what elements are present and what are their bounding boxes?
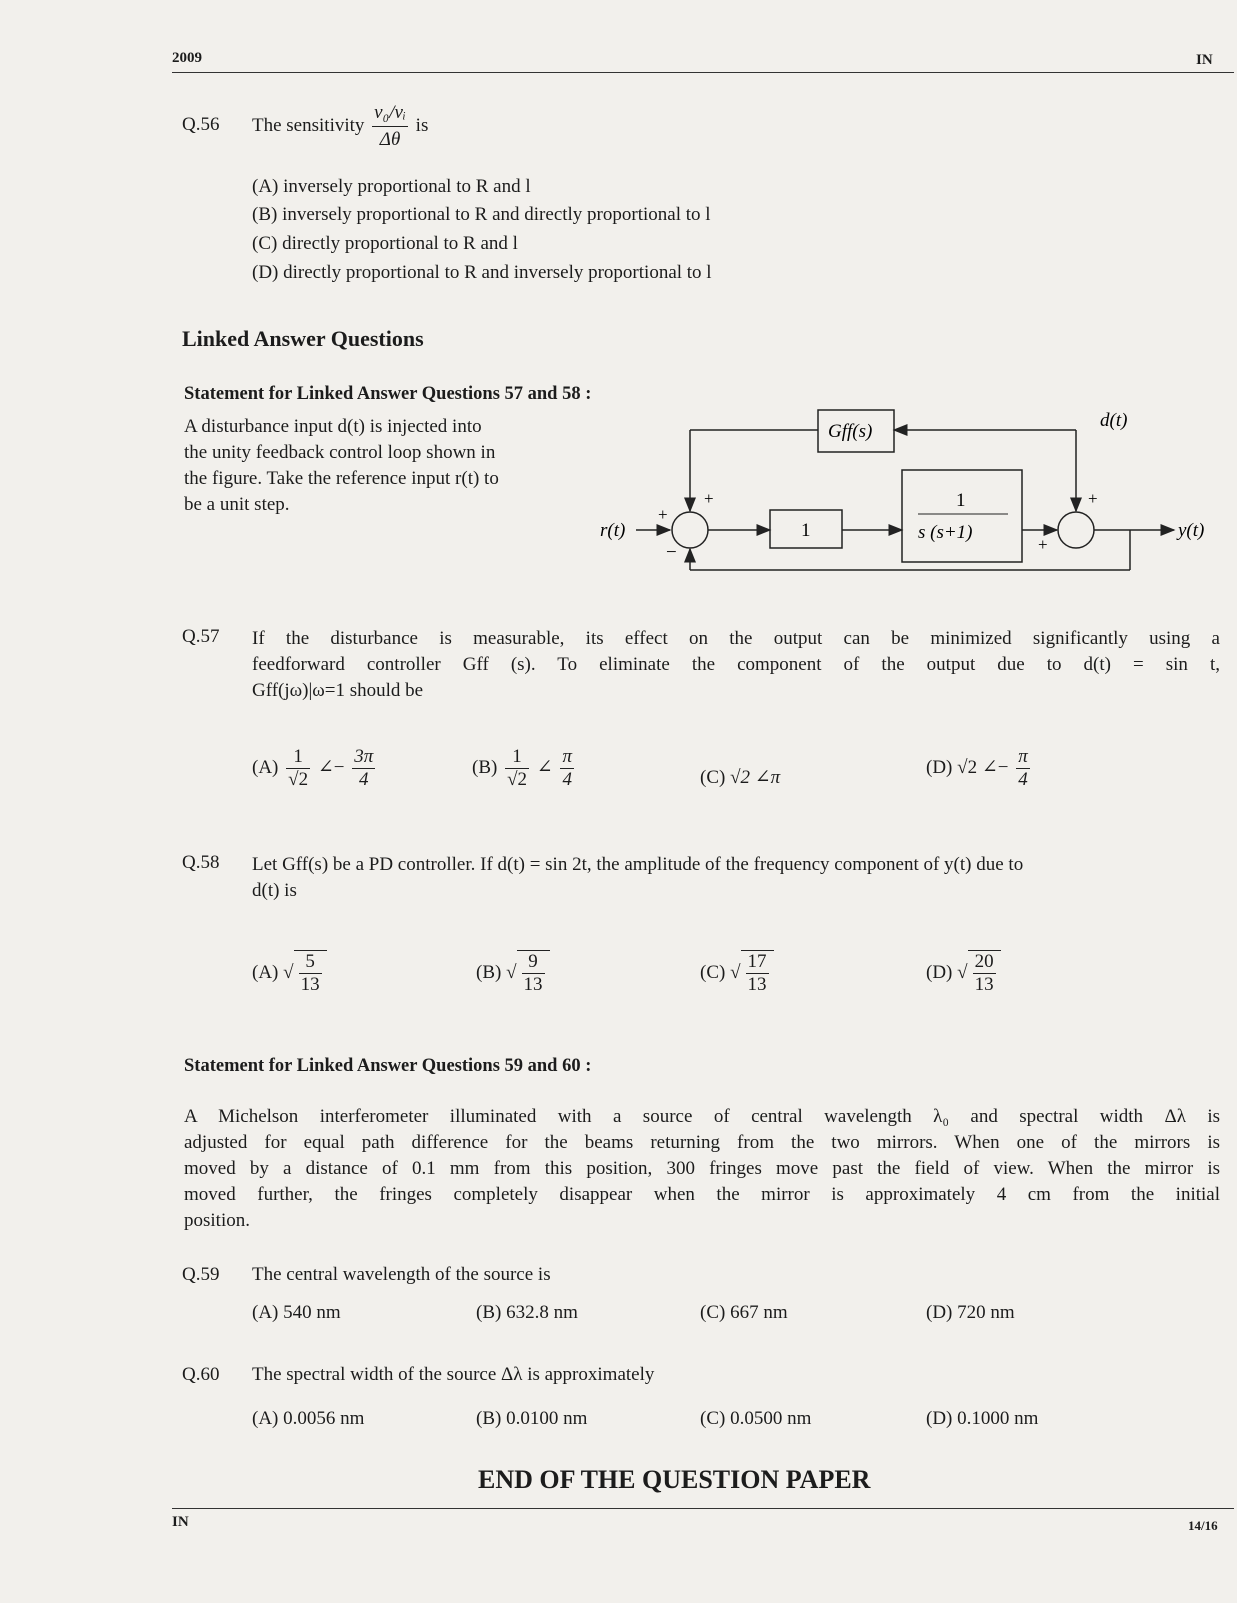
- q57-c-value: √2 ∠π: [730, 767, 781, 788]
- disturbance-label: d(t): [1100, 410, 1128, 431]
- input-label: r(t): [600, 520, 626, 541]
- q59-option-b: (B) 632.8 nm: [476, 1302, 578, 1323]
- q58-b-den: 13: [523, 974, 543, 995]
- q56-frac-num: v₀/vᵢ: [372, 100, 408, 127]
- q57-a-aden: 4: [358, 769, 369, 790]
- linked-section-title: Linked Answer Questions: [182, 326, 424, 351]
- feedforward-label: Gff(s): [828, 421, 873, 442]
- q60-option-c: (C) 0.0500 nm: [700, 1408, 812, 1429]
- q57-b-den: √2: [507, 769, 528, 790]
- q58-b-num: 9: [522, 951, 545, 974]
- statement-line: position.: [184, 1210, 250, 1231]
- q56-frac-den: Δθ: [379, 129, 401, 150]
- q59-option-c: (C) 667 nm: [700, 1302, 788, 1323]
- statement-line: A disturbance input d(t) is injected into: [184, 416, 482, 437]
- q57-b-aden: 4: [562, 769, 572, 790]
- statement-line: the unity feedback control loop shown in: [184, 442, 496, 463]
- sum1-plus-top: +: [704, 489, 714, 508]
- statement-59-60-body: [184, 1104, 1220, 1234]
- plant-numerator: 1: [956, 490, 966, 511]
- q58-option-a-label: (A): [252, 961, 279, 983]
- q60-option-b: (B) 0.0100 nm: [476, 1408, 588, 1429]
- q58-c-den: 13: [747, 974, 767, 995]
- statement-line: moved by a distance of 0.1 mm from this position, 300 fringes move past the field of view. When the mirror is: [184, 1158, 1220, 1179]
- q58-line: Let Gff(s) be a PD controller. If d(t) = sin 2t, the amplitude of the frequency component of y(t) due to: [252, 854, 1024, 875]
- controller-gain: 1: [801, 520, 811, 541]
- q60-option-d: (D) 0.1000 nm: [926, 1408, 1039, 1429]
- output-label: y(t): [1178, 520, 1205, 541]
- q60-option-a: (A) 0.0056 nm: [252, 1408, 365, 1429]
- q57-d-aden: 4: [1018, 769, 1028, 790]
- q56-number: Q.56: [182, 114, 220, 135]
- q57-line: If the disturbance is measurable, its effect on the output can be minimized significantly using a: [252, 628, 1220, 649]
- q57-option-b: [472, 746, 577, 791]
- header-rule: [172, 72, 1234, 73]
- q57-stem: [252, 626, 1220, 704]
- q57-d-anum: π: [1018, 746, 1028, 767]
- q58-a-den: 13: [300, 974, 320, 995]
- q58-option-d: (D) √ $\frac{20}{13}$: [926, 950, 1001, 996]
- q57-option-d-label: (D): [926, 756, 953, 778]
- q56-stem-end: is: [415, 114, 429, 136]
- q57-b-num: 1: [505, 746, 529, 769]
- q57-number: Q.57: [182, 626, 220, 647]
- q56-option-d: (D) directly proportional to R and inversely proportional to l: [252, 262, 712, 283]
- q57-d-value: √2 ∠−: [957, 756, 1009, 778]
- sum1-plus-left: +: [658, 505, 668, 524]
- plant-denominator: s (s+1): [918, 522, 973, 543]
- summing-junction-1: [672, 512, 708, 548]
- q56-option-b: (B) inversely proportional to R and directly proportional to l: [252, 204, 711, 225]
- q57-option-a-label: (A): [252, 756, 279, 778]
- q57-option-b-label: (B): [472, 756, 498, 778]
- statement-line: be a unit step.: [184, 494, 290, 515]
- q58-option-b-label: (B): [476, 961, 502, 983]
- q58-d-num: 20: [974, 951, 994, 972]
- statement-line: the figure. Take the reference input r(t) to: [184, 468, 499, 489]
- q58-stem: [252, 852, 1220, 904]
- statement-line: adjusted for equal path difference for the beams returning from the two mirrors. When one of the mirrors is: [184, 1132, 1220, 1153]
- q57-a-den: √2: [288, 769, 309, 790]
- q59-number: Q.59: [182, 1264, 220, 1285]
- summing-junction-2: [1058, 512, 1094, 548]
- q58-a-num: 5: [299, 951, 322, 974]
- q58-option-c: (C) √ $\frac{17}{13}$: [700, 950, 774, 996]
- sum2-plus-top: +: [1088, 489, 1098, 508]
- statement-59-60-title: Statement for Linked Answer Questions 59 and 60 :: [184, 1056, 592, 1076]
- statement-line: moved further, the fringes completely disappear when the mirror is approximately 4 cm from the initial: [184, 1184, 1220, 1205]
- q57-a-anum: 3π: [354, 746, 374, 767]
- q57-option-c-label: (C): [700, 767, 726, 788]
- end-of-paper: END OF THE QUESTION PAPER: [478, 1465, 871, 1494]
- q59-option-d: (D) 720 nm: [926, 1302, 1015, 1323]
- q58-d-den: 13: [974, 974, 994, 995]
- sum1-minus: −: [666, 542, 677, 563]
- plant-block: [902, 470, 1022, 562]
- q57-a-num: 1: [286, 746, 310, 769]
- footer-rule: [172, 1508, 1234, 1509]
- q58-option-d-label: (D): [926, 961, 953, 983]
- q57-line: Gff(jω)|ω=1 should be: [252, 680, 424, 701]
- control-block-diagram: [600, 408, 1220, 588]
- page-number: 14/16: [1188, 1518, 1218, 1533]
- q56-sensitivity-fraction: [372, 100, 408, 153]
- q57-option-d: [926, 746, 1033, 791]
- q59-stem: The central wavelength of the source is: [252, 1264, 551, 1285]
- q56-option-c: (C) directly proportional to R and l: [252, 233, 518, 254]
- footer-code: IN: [172, 1514, 189, 1530]
- statement-57-58-title: Statement for Linked Answer Questions 57 and 58 :: [184, 384, 592, 404]
- q58-option-c-label: (C): [700, 961, 726, 983]
- q57-a-angle: ∠−: [317, 756, 345, 778]
- header-year: 2009: [172, 50, 202, 66]
- sum2-plus-left: +: [1038, 535, 1048, 554]
- q58-option-a: (A) √ $\frac{5}{13}$: [252, 950, 327, 996]
- q57-b-angle: ∠: [536, 756, 553, 778]
- q58-option-b: (B) √ $\frac{9}{13}$: [476, 950, 550, 996]
- q57-option-a: [252, 746, 378, 791]
- statement-57-58-body: [184, 414, 584, 518]
- header-code: IN: [1196, 52, 1213, 68]
- q56-stem-text: The sensitivity: [252, 114, 365, 136]
- q57-line: feedforward controller Gff (s). To eliminate the component of the output due to d(t) = sin t,: [252, 654, 1220, 675]
- statement-line: A Michelson interferometer illuminated with a source of central wavelength λ₀ and spectral width Δλ is: [184, 1106, 1220, 1127]
- q58-line: d(t) is: [252, 880, 297, 901]
- q58-c-num: 17: [747, 951, 767, 972]
- q56-option-a: (A) inversely proportional to R and l: [252, 176, 531, 197]
- q58-number: Q.58: [182, 852, 220, 873]
- q56-stem: [252, 100, 428, 153]
- q60-number: Q.60: [182, 1364, 220, 1385]
- q59-option-a: (A) 540 nm: [252, 1302, 341, 1323]
- q57-b-anum: π: [562, 746, 572, 767]
- q60-stem: The spectral width of the source Δλ is approximately: [252, 1364, 655, 1385]
- q57-option-c: [700, 766, 780, 789]
